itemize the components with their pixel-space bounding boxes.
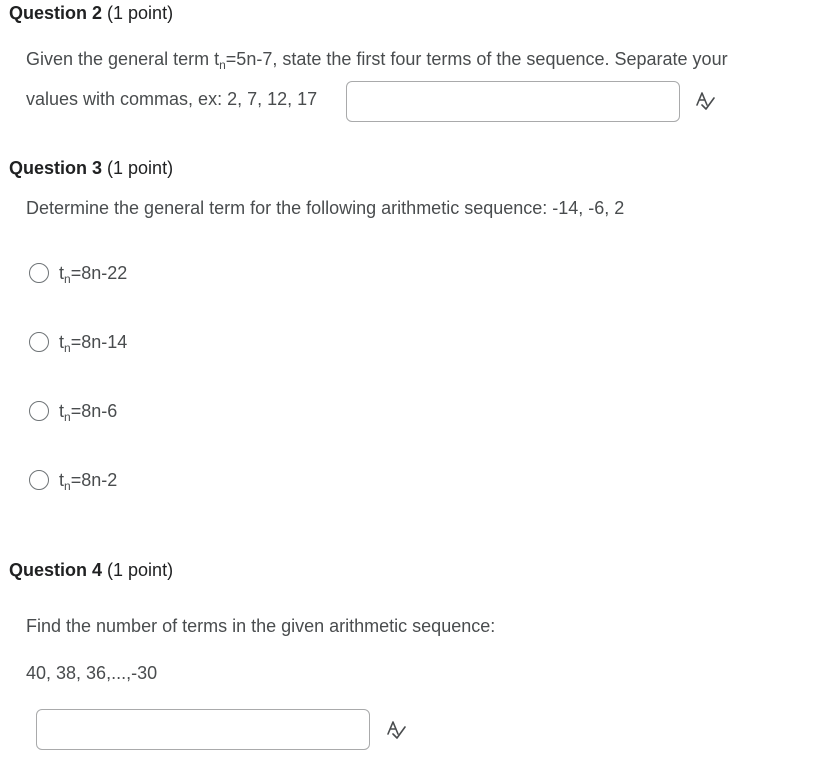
question-4-prompt: Find the number of terms in the given arithmetic sequence: [26, 616, 496, 636]
option-label: $t_n=8n-6$ [59, 400, 118, 424]
spellcheck-icon[interactable] [694, 90, 716, 110]
question-points: (1 point) [107, 560, 174, 580]
option-label: $t_n=8n-22$ [59, 262, 128, 286]
question-3-title [9, 158, 173, 179]
question-4-answer-input[interactable] [36, 709, 370, 750]
question-name: Question 4 [9, 560, 103, 580]
question-2-prompt-line2: values with commas, ex: 2, 7, 12, 17 [26, 89, 318, 109]
question-4-sequence: 40, 38, 36,...,-30 [26, 663, 158, 683]
question-name: Question 2 [9, 3, 103, 23]
question-2-answer-input[interactable] [346, 81, 680, 122]
radio-button[interactable] [29, 470, 49, 490]
question-name: Question 3 [9, 158, 103, 178]
option-label: $t_n=8n-2$ [59, 469, 118, 493]
radio-button[interactable] [29, 401, 49, 421]
option-2[interactable] [29, 330, 127, 354]
question-2-title [9, 3, 173, 24]
question-4-title [9, 560, 173, 581]
question-3-prompt: Determine the general term for the following arithmetic sequence: -14, -6, 2 [26, 198, 625, 218]
question-points: (1 point) [107, 3, 174, 23]
option-label: $t_n=8n-14$ [59, 331, 128, 355]
option-1[interactable] [29, 261, 127, 285]
question-2-prompt-line1: Given the general term $t_n=5n-7$, state the first four terms of the sequence. Separate your [26, 49, 728, 72]
option-3[interactable] [29, 399, 117, 423]
radio-button[interactable] [29, 263, 49, 283]
option-4[interactable] [29, 468, 117, 492]
radio-button[interactable] [29, 332, 49, 352]
spellcheck-icon[interactable] [385, 719, 407, 739]
question-points: (1 point) [107, 158, 174, 178]
